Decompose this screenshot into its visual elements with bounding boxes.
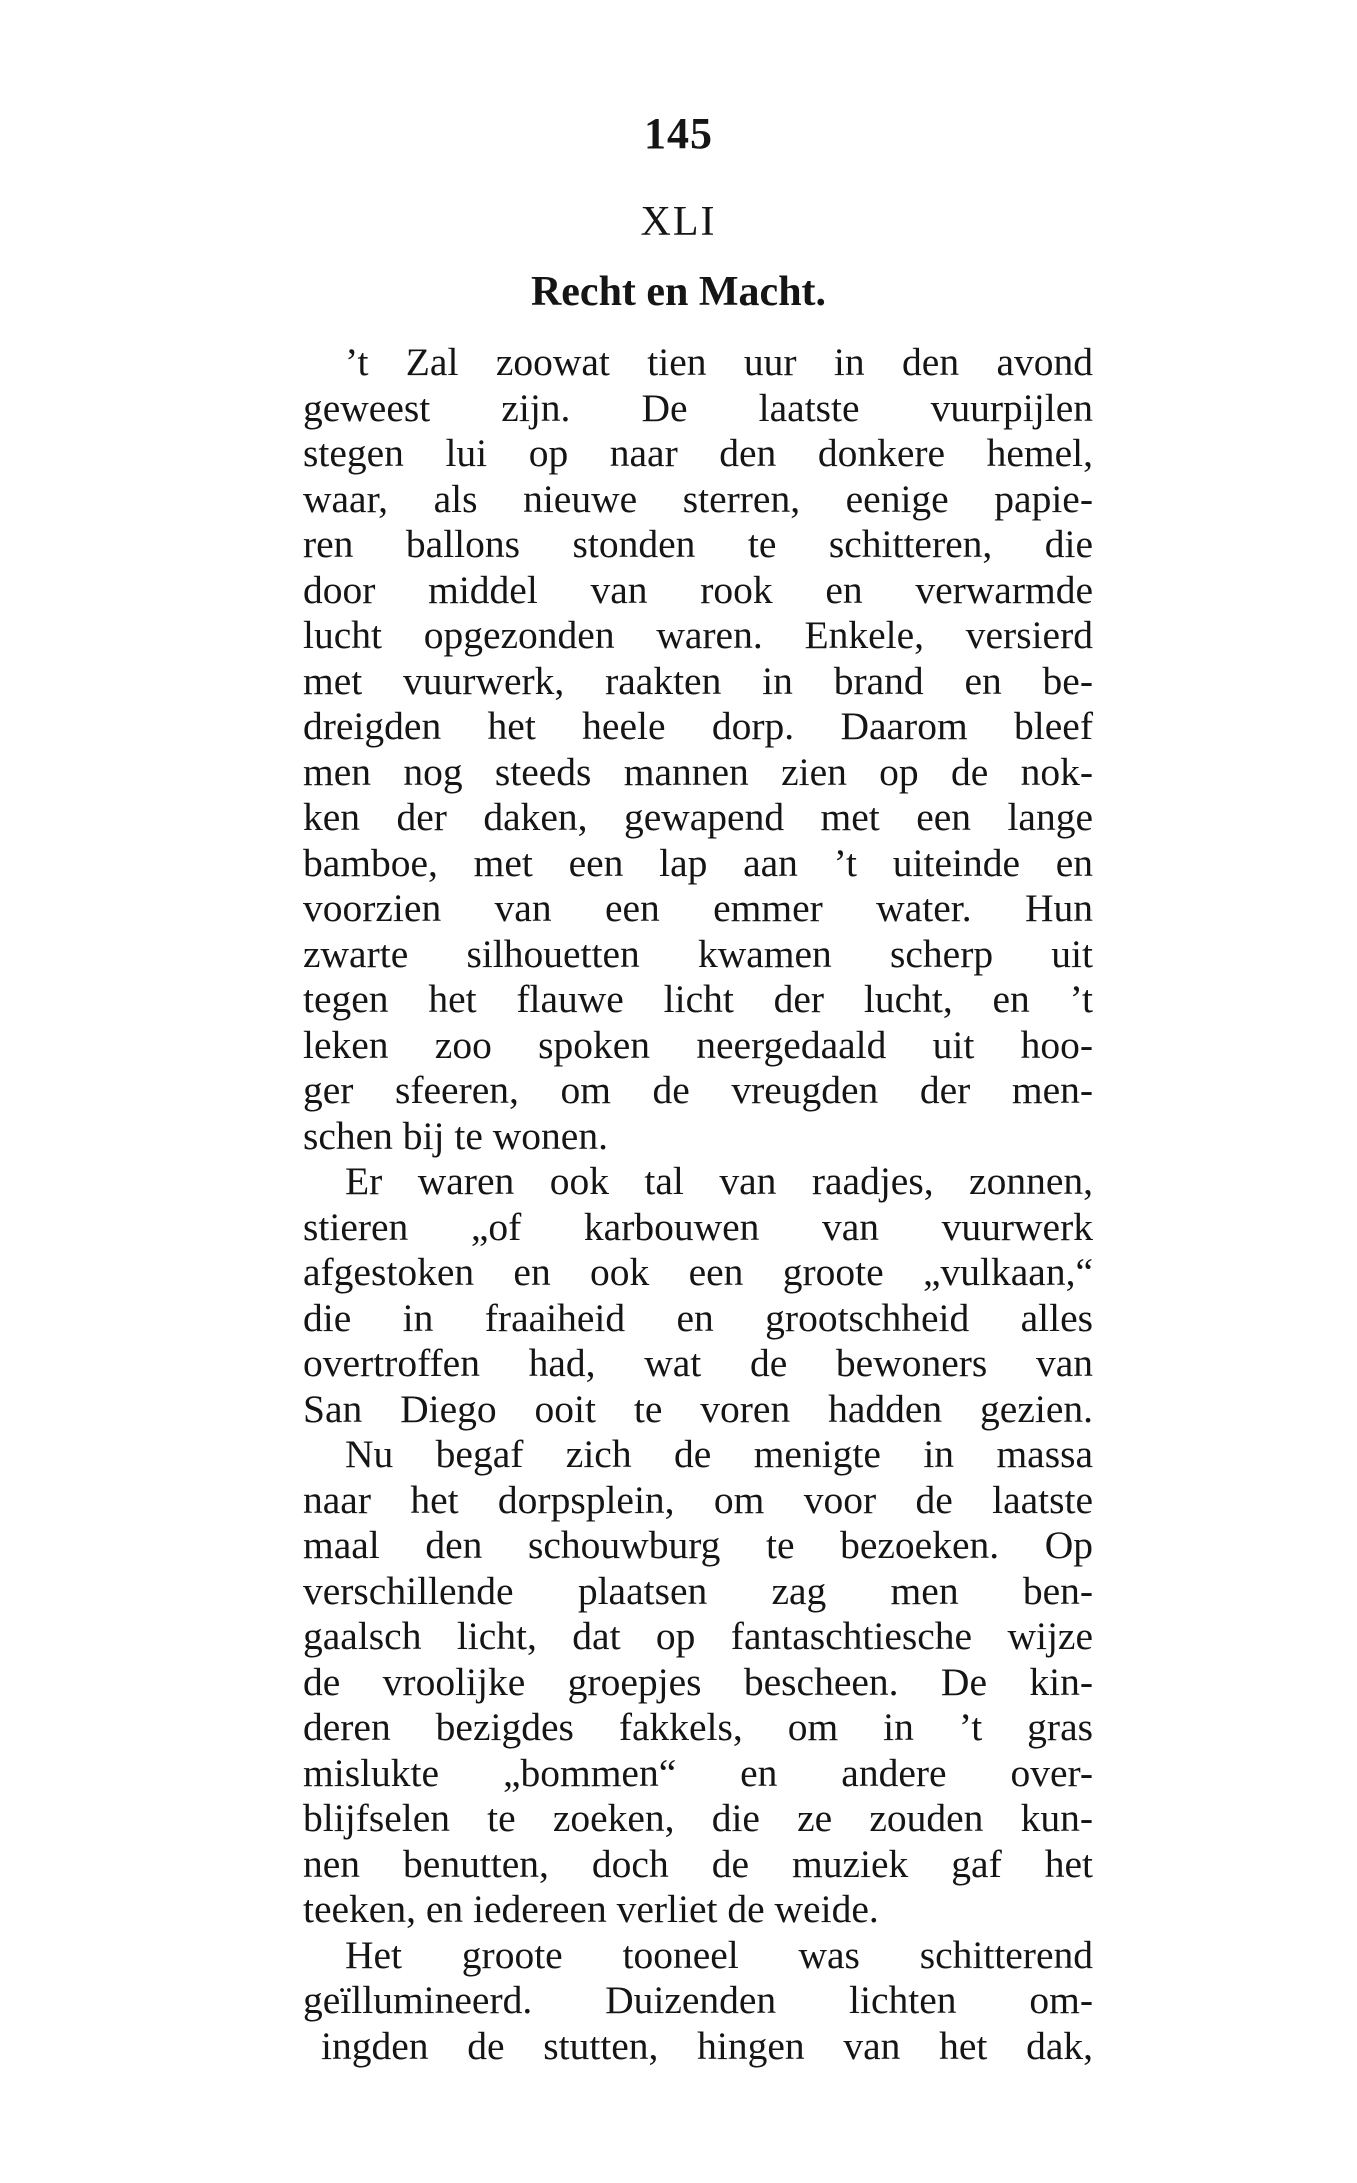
text-line: bamboe, met een lap aan ’t uiteinde en bbox=[303, 840, 1093, 885]
text-line: ren ballons stonden te schitteren, die bbox=[303, 522, 1093, 566]
text-line: waar, als nieuwe sterren, eenige papie- bbox=[303, 476, 1093, 521]
text-line: ger sfeeren, om de vreugden der men- bbox=[303, 1068, 1093, 1112]
text-line: nen benutten, doch de muziek gaf het bbox=[303, 1841, 1093, 1886]
text-line: naar het dorpsplein, om voor de laatste bbox=[303, 1477, 1093, 1522]
text-line: die in fraaiheid en grootschheid alles bbox=[303, 1295, 1093, 1340]
text-line: San Diego ooit te voren hadden gezien. bbox=[303, 1386, 1093, 1431]
text-line: door middel van rook en verwarmde bbox=[303, 567, 1093, 612]
text-line: tegen het flauwe licht der lucht, en ’t bbox=[303, 977, 1093, 1021]
text-line: ’t Zal zoowat tien uur in den avond bbox=[345, 340, 1093, 384]
text-line: stieren „of karbouwen van vuurwerk bbox=[303, 1204, 1093, 1249]
text-line: afgestoken en ook een groote „vulkaan,“ bbox=[303, 1250, 1093, 1294]
text-line: Nu begaf zich de menigte in massa bbox=[345, 1432, 1093, 1476]
text-line: deren bezigdes fakkels, om in ’t gras bbox=[303, 1705, 1093, 1749]
text-line: geïllumineerd. Duizenden lichten om- bbox=[303, 1978, 1093, 2022]
text-line: stegen lui op naar den donkere hemel, bbox=[303, 431, 1093, 475]
chapter-number: XLI bbox=[640, 199, 717, 245]
chapter-title: Recht en Macht. bbox=[530, 269, 827, 315]
text-line: ken der daken, gewapend met een lange bbox=[303, 795, 1093, 839]
text-line: zwarte silhouetten kwamen scherp uit bbox=[303, 931, 1093, 976]
text-line: gaalsch licht, dat op fantaschtiesche wijze bbox=[303, 1614, 1093, 1658]
text-line: voorzien van een emmer water. Hun bbox=[303, 886, 1093, 930]
text-line: de vroolijke groepjes bescheen. De kin- bbox=[303, 1659, 1093, 1704]
text-line: geweest zijn. De laatste vuurpijlen bbox=[303, 385, 1093, 430]
text-line: Het groote tooneel was schitterend bbox=[345, 1932, 1093, 1977]
text-line: ingden de stutten, hingen van het dak, bbox=[321, 2023, 1093, 2068]
text-line: Er waren ook tal van raadjes, zonnen, bbox=[345, 1159, 1093, 1203]
page-number: 145 bbox=[644, 109, 713, 158]
text-line: men nog steeds mannen zien op de nok- bbox=[303, 749, 1093, 794]
text-line: leken zoo spoken neergedaald uit hoo- bbox=[303, 1022, 1093, 1067]
text-line: dreigden het heele dorp. Daarom bleef bbox=[303, 704, 1093, 748]
text-line: mislukte „bommen“ en andere over- bbox=[303, 1750, 1093, 1795]
text-line: lucht opgezonden waren. Enkele, versierd bbox=[303, 613, 1093, 657]
body-text bbox=[303, 340, 1093, 2069]
text-line: verschillende plaatsen zag men ben- bbox=[303, 1568, 1093, 1613]
text-line: teeken, en iedereen verliet de weide. bbox=[303, 1887, 879, 1931]
text-line: blijfselen te zoeken, die ze zouden kun- bbox=[303, 1796, 1093, 1840]
text-line: met vuurwerk, raakten in brand en be- bbox=[303, 658, 1093, 703]
text-line: overtroffen had, wat de bewoners van bbox=[303, 1341, 1093, 1385]
text-line: schen bij te wonen. bbox=[303, 1113, 608, 1158]
text-line: maal den schouwburg te bezoeken. Op bbox=[303, 1523, 1093, 1567]
